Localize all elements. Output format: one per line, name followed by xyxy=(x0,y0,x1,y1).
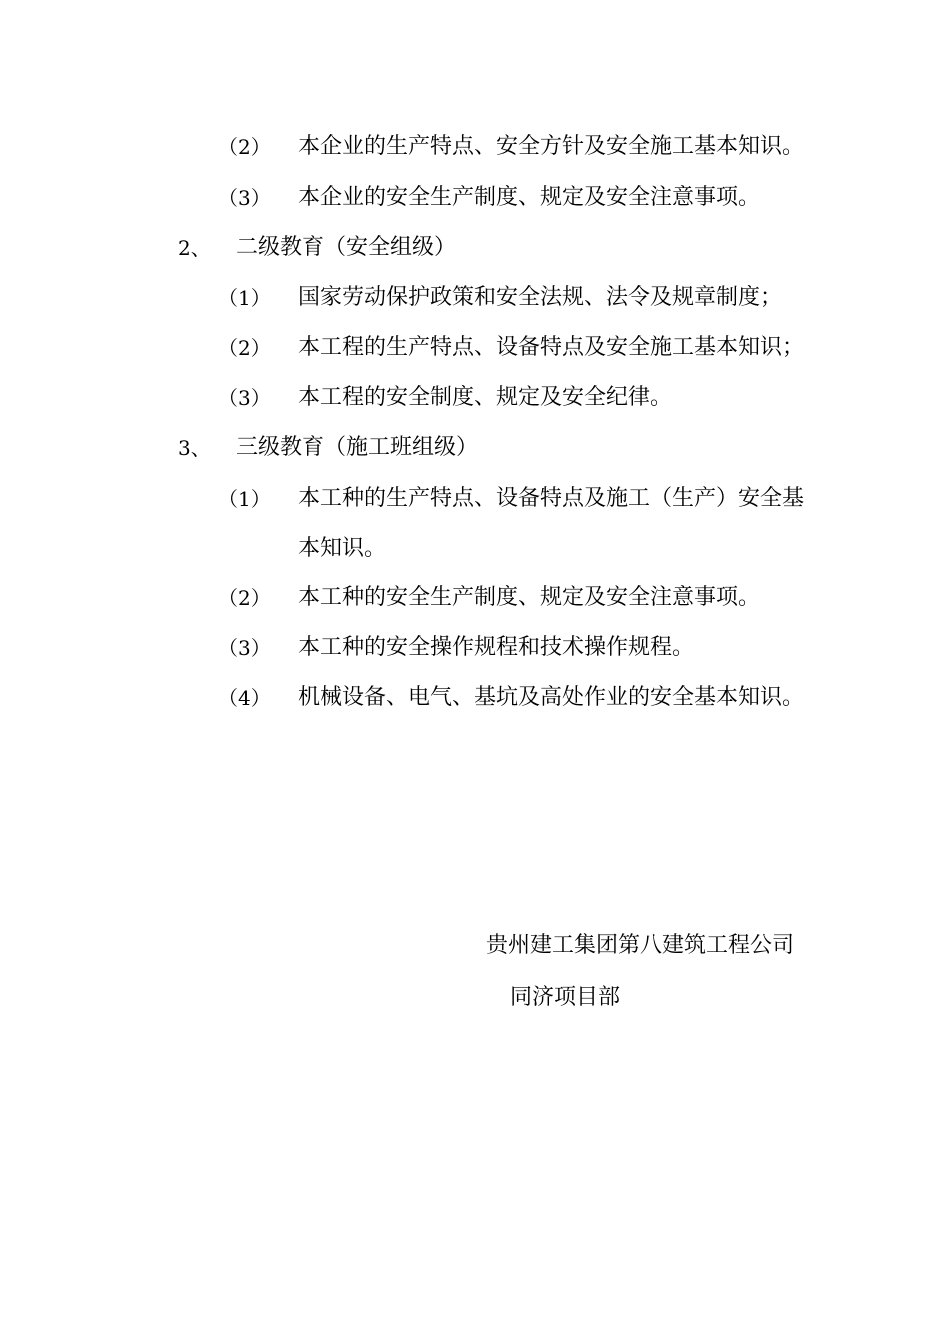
item-number: （1） xyxy=(218,286,271,310)
item-number: （2） xyxy=(218,586,271,610)
item-number: （2） xyxy=(218,336,271,360)
section-number: 3、 xyxy=(178,436,211,460)
item-text: 本工种的生产特点、设备特点及施工（生产）安全基 xyxy=(298,486,805,511)
signature-company: 贵州建工集团第八建筑工程公司 xyxy=(486,933,795,958)
section-number: 2、 xyxy=(178,236,211,260)
item-text: 机械设备、电气、基坑及高处作业的安全基本知识。 xyxy=(298,685,805,710)
item-text: 本工程的安全制度、规定及安全纪律。 xyxy=(298,385,673,410)
item-number: （3） xyxy=(218,186,271,210)
signature-department: 同济项目部 xyxy=(510,985,621,1010)
item-number: （4） xyxy=(218,686,271,710)
item-text: 本企业的生产特点、安全方针及安全施工基本知识。 xyxy=(298,134,805,159)
item-text-continuation: 本知识。 xyxy=(298,536,387,561)
item-text: 本工种的安全操作规程和技术操作规程。 xyxy=(298,635,695,660)
item-text: 国家劳动保护政策和安全法规、法令及规章制度； xyxy=(298,285,783,310)
item-text: 本企业的安全生产制度、规定及安全注意事项。 xyxy=(298,185,761,210)
item-number: （3） xyxy=(218,386,271,410)
section-heading: 三级教育（施工班组级） xyxy=(236,435,479,460)
section-heading: 二级教育（安全组级） xyxy=(236,235,457,260)
item-text: 本工程的生产特点、设备特点及安全施工基本知识； xyxy=(298,335,805,360)
item-number: （3） xyxy=(218,636,271,660)
item-text: 本工种的安全生产制度、规定及安全注意事项。 xyxy=(298,585,761,610)
item-number: （2） xyxy=(218,135,271,159)
item-number: （1） xyxy=(218,487,271,511)
